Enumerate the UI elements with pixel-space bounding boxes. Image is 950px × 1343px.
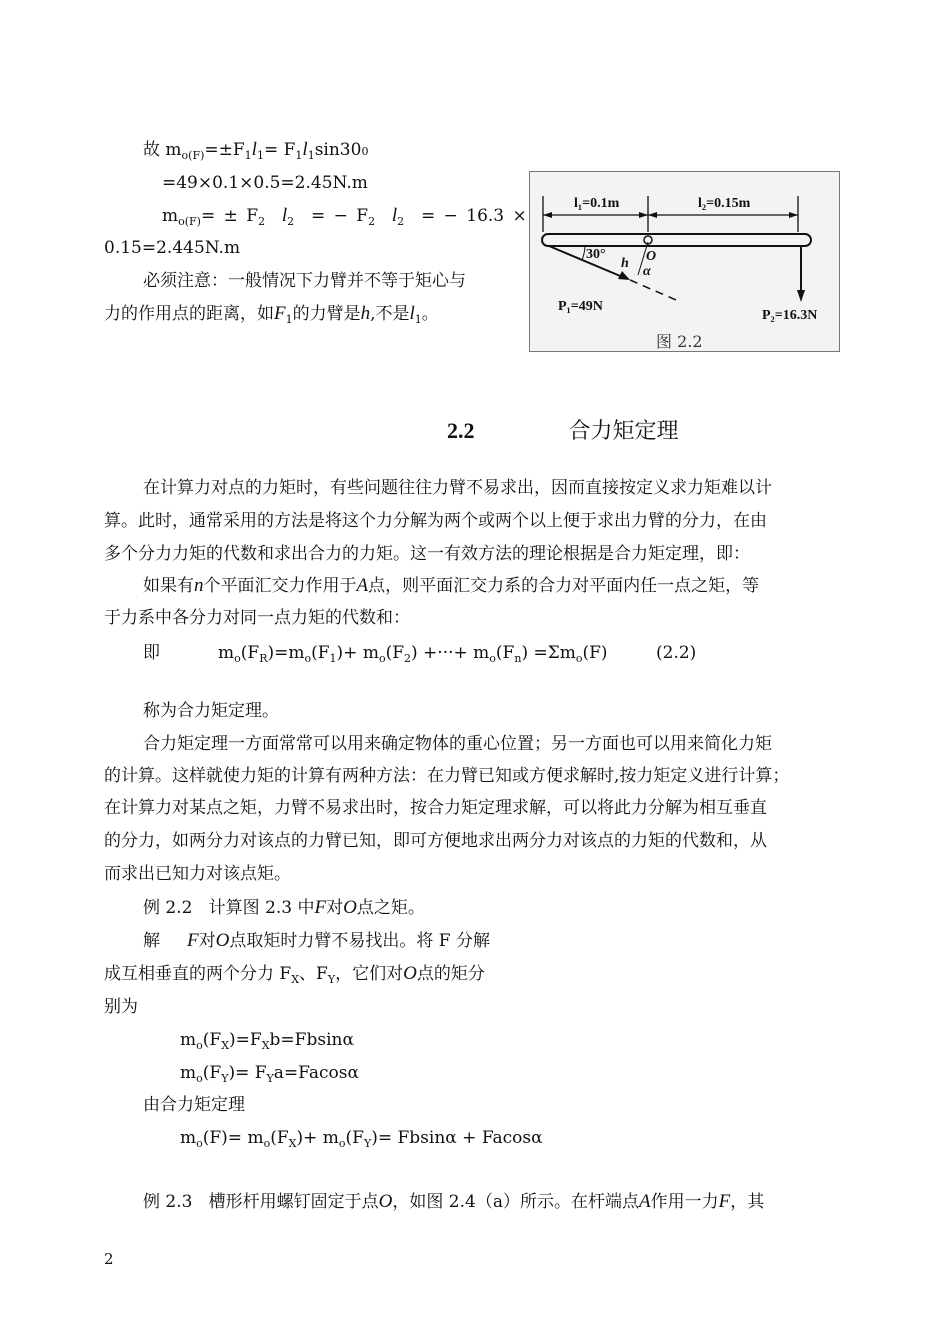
label-angle: 30° — [586, 247, 606, 262]
f3-fx-a: (F — [270, 1128, 289, 1148]
f2-c: a=Facos — [273, 1063, 348, 1083]
intro-line-3 — [162, 205, 527, 233]
text-q-c: 点之矩。 — [356, 898, 425, 918]
text-m: m — [165, 140, 182, 160]
symbol-l-5: l — [409, 303, 415, 324]
text-e23-d: ，其 — [730, 1192, 765, 1212]
intro-line-2: =49×0.1×0.5=2.45N.m — [162, 173, 368, 193]
equation-number: (2.2) — [656, 643, 697, 663]
f1-sub-X: X — [221, 1039, 230, 1052]
p1-line-1: 在计算力对点的力矩时，有些问题往往力臂不易求出，因而直接按定义求力矩难以计 — [143, 478, 772, 498]
f2-b: )= F — [228, 1063, 267, 1083]
f3-sub-o3: o — [338, 1137, 346, 1150]
text-q-a: 计算图 2.3 中 — [208, 898, 315, 918]
f1-sub-X2: X — [261, 1039, 270, 1052]
eq-fr-a: (F — [240, 643, 260, 663]
f3-d: + Facos — [456, 1128, 532, 1148]
text-sin30: sin30 — [314, 140, 362, 160]
sub-2c: 2 — [368, 215, 376, 228]
force-p1-arrow — [618, 271, 630, 280]
f3-sub-o: o — [196, 1137, 203, 1150]
text-s2-sep: 、F — [299, 964, 328, 984]
example-2-2-question — [143, 897, 425, 919]
intro-line-4: 0.15=2.445N.m — [104, 238, 241, 258]
section-heading — [447, 414, 679, 445]
f1-m: m — [180, 1030, 197, 1050]
force-p1-extension — [630, 280, 676, 300]
text-l6-end: 。 — [421, 304, 439, 324]
sub-Y: Y — [327, 973, 336, 986]
equation-2-2 — [218, 642, 608, 670]
eq-sub-o: o — [234, 652, 241, 665]
dim-arrow-4 — [789, 212, 798, 218]
dim-arrow-2 — [639, 212, 648, 218]
lever-bar — [542, 234, 811, 246]
text-minus-F2: = − F — [310, 206, 369, 226]
symbol-F: F — [274, 303, 286, 324]
f3-sub-Y: Y — [363, 1137, 372, 1150]
f1-alpha: α — [342, 1030, 354, 1050]
sub-1e: 1 — [285, 313, 293, 326]
eq-sub-o5: o — [575, 652, 583, 665]
text-gu: 故 — [143, 140, 160, 160]
figure-caption: 图 2.2 — [656, 332, 703, 351]
solution-line-1 — [143, 930, 490, 952]
symbol-l-4: l — [391, 205, 398, 226]
sub-2b: 2 — [287, 215, 295, 228]
symbol-O-4: O — [378, 1191, 393, 1212]
p4-line-1: 合力矩定理一方面常常可以用来确定物体的重心位置；另一方面也可以用来简化力矩 — [143, 734, 772, 754]
symbol-A: A — [356, 575, 369, 596]
sub-oF: o(F) — [181, 149, 205, 162]
symbol-O: O — [343, 897, 357, 918]
label-l1: l₁=0.1m — [574, 196, 620, 211]
eq-f1-a: (F — [311, 643, 330, 663]
eq-end: (F) — [582, 643, 608, 663]
eq-sub-n: n — [514, 652, 522, 665]
f2-m: m — [180, 1063, 197, 1083]
eq-sub-R: R — [259, 652, 268, 665]
text-p2b: 个平面汇交力作用于 — [203, 576, 357, 596]
sub-1d: 1 — [307, 149, 315, 162]
text-s2a: 成互相垂直的两个分力 F — [104, 964, 292, 984]
sub-2: 2 — [258, 215, 266, 228]
eq-f2-b: ) +···+ m — [411, 643, 490, 663]
f1-sub-o: o — [196, 1039, 203, 1052]
f1-b: )=F — [229, 1030, 262, 1050]
formula-mo-f — [180, 1127, 543, 1155]
label-alpha: α — [643, 264, 651, 279]
text-minus-16: = − 16.3 × — [420, 206, 527, 226]
section-number: 2.2 — [447, 418, 475, 443]
symbol-O-3: O — [403, 963, 417, 984]
eq-m: m — [218, 643, 235, 663]
sub-X: X — [291, 973, 300, 986]
eq-fn-a: (F — [495, 643, 515, 663]
by-theorem-line: 由合力矩定理 — [143, 1095, 245, 1115]
sub-1f: 1 — [414, 313, 422, 326]
degree-mark: 0 — [361, 145, 369, 158]
label-O: O — [646, 249, 657, 264]
symbol-F-4: F — [718, 1191, 731, 1212]
label-p2: P₂=16.3N — [762, 308, 818, 323]
eq-sub-1: 1 — [329, 652, 337, 665]
eq-sub-2: 2 — [404, 652, 412, 665]
eq-fn-b: ) =Σm — [521, 643, 576, 663]
f2-sub-o: o — [196, 1072, 203, 1085]
example-2-3-label: 例 2.3 — [143, 1192, 193, 1212]
intro-line-1 — [143, 139, 368, 167]
symbol-O-2: O — [215, 930, 230, 951]
text-pm-F: =±F — [204, 140, 245, 160]
f3-fy-a: (F — [345, 1128, 364, 1148]
eq-f2-a: (F — [385, 643, 405, 663]
label-p1: P₁=49N — [558, 299, 603, 314]
page-number: 2 — [104, 1250, 114, 1268]
f2-a: (F — [202, 1063, 222, 1083]
f2-sub-Y: Y — [221, 1072, 229, 1085]
sub-1: 1 — [244, 149, 252, 162]
text-q-b: 对 — [326, 898, 344, 918]
text-l6b: 的力臂是 — [292, 304, 361, 324]
formula-mo-fy — [180, 1062, 359, 1090]
symbol-l: l — [251, 139, 257, 160]
f1-a: (F — [202, 1030, 222, 1050]
eq-sub-o4: o — [489, 652, 496, 665]
text-l6c: ,不是 — [370, 304, 410, 324]
angle-arc — [582, 246, 585, 260]
p3-line: 称为合力矩定理。 — [143, 701, 279, 721]
p2-line-2: 于力系中各分力对同一点力矩的代数和： — [104, 608, 410, 628]
p2-line-1 — [143, 575, 759, 597]
sub-1c: 1 — [295, 149, 303, 162]
text-m-2: m — [162, 206, 179, 226]
f3-c: )= Fbsin — [371, 1128, 446, 1148]
sub-2d: 2 — [397, 215, 405, 228]
text-jie: 解 — [143, 931, 160, 951]
text-pm-F2: = ± F — [200, 206, 259, 226]
p1-line-2: 算。此时，通常采用的方法是将这个力分解为两个或两个以上便于求出力臂的分力，在由 — [104, 511, 767, 531]
text-eq-F: = F — [263, 140, 296, 160]
example-2-3-line — [143, 1191, 764, 1213]
f3-sub-X: X — [288, 1137, 297, 1150]
f3-b: )+ m — [296, 1128, 339, 1148]
symbol-F-3: F — [187, 930, 199, 951]
symbol-A-2: A — [638, 1191, 651, 1212]
sub-1b: 1 — [256, 149, 264, 162]
text-s1c: 点取矩时力臂不易找出。将 F 分解 — [229, 931, 490, 951]
text-e23-c: 作用一力 — [650, 1192, 719, 1212]
section-title: 合力矩定理 — [568, 419, 679, 444]
intro-line-6 — [104, 303, 439, 331]
dim-arrow-1 — [543, 212, 552, 218]
text-p2a: 如果有 — [143, 576, 194, 596]
f2-sub-Y2: Y — [266, 1072, 274, 1085]
p1-line-3: 多个分力力矩的代数和求出合力的力矩。这一有效方法的理论根据是合力矩定理，即： — [104, 544, 750, 564]
label-h: h — [621, 256, 629, 271]
f3-sub-o2: o — [263, 1137, 271, 1150]
solution-line-3: 别为 — [104, 997, 138, 1017]
f3-m: m — [180, 1128, 197, 1148]
text-l6a: 力的作用点的距离，如 — [104, 304, 274, 324]
text-p2c: 点，则平面汇交力系的合力对平面内任一点之矩，等 — [368, 576, 760, 596]
eq-sub-o3: o — [378, 652, 386, 665]
eq-f1-b: )+ m — [336, 643, 379, 663]
label-l2: l₂=0.15m — [698, 196, 751, 211]
eq-fr-b: )=m — [267, 643, 305, 663]
eq-sub-o2: o — [304, 652, 312, 665]
p4-line-4: 的分力，如两分力对该点的力臂已知，即可方便地求出两分力对该点的力矩的代数和，从 — [104, 831, 767, 851]
f3-alpha-2: α — [531, 1128, 543, 1148]
symbol-h: h — [360, 303, 371, 324]
figure-2-2 — [529, 171, 840, 352]
symbol-F-2: F — [314, 897, 327, 918]
symbol-l-2: l — [302, 139, 308, 160]
dim-arrow-3 — [648, 212, 657, 218]
symbol-l-3: l — [281, 205, 288, 226]
p4-line-3: 在计算力对某点之矩，力臂不易求出时，按合力矩定理求解，可以将此力分解为相互垂直 — [104, 798, 767, 818]
sub-oF-2: o(F) — [178, 215, 201, 228]
p4-line-2: 的计算。这样就使力矩的计算有两种方法：在力臂已知或方便求解时,按力矩定义进行计算； — [104, 766, 790, 786]
formula-mo-fx — [180, 1029, 354, 1057]
ji-label: 即 — [143, 643, 160, 663]
text-s1b: 对 — [198, 931, 216, 951]
f1-c: b=Fbsin — [269, 1030, 343, 1050]
text-e23-b: ，如图 2.4（a）所示。在杆端点 — [392, 1192, 639, 1212]
symbol-n: n — [194, 575, 204, 596]
text-e23-a: 槽形杆用螺钉固定于点 — [208, 1192, 379, 1212]
f3-alpha: α — [445, 1128, 457, 1148]
f3-a: (F)= m — [202, 1128, 264, 1148]
intro-line-5: 必须注意：一般情况下力臂并不等于矩心与 — [143, 271, 466, 291]
text-s2b: ，它们对 — [335, 964, 404, 984]
text-s2c: 点的矩分 — [416, 964, 485, 984]
solution-line-2 — [104, 963, 485, 991]
f2-alpha: α — [347, 1063, 359, 1083]
example-2-2-label: 例 2.2 — [143, 898, 193, 918]
force-p2-arrow — [797, 290, 805, 302]
p4-line-5: 而求出已知力对该点矩。 — [104, 864, 291, 884]
